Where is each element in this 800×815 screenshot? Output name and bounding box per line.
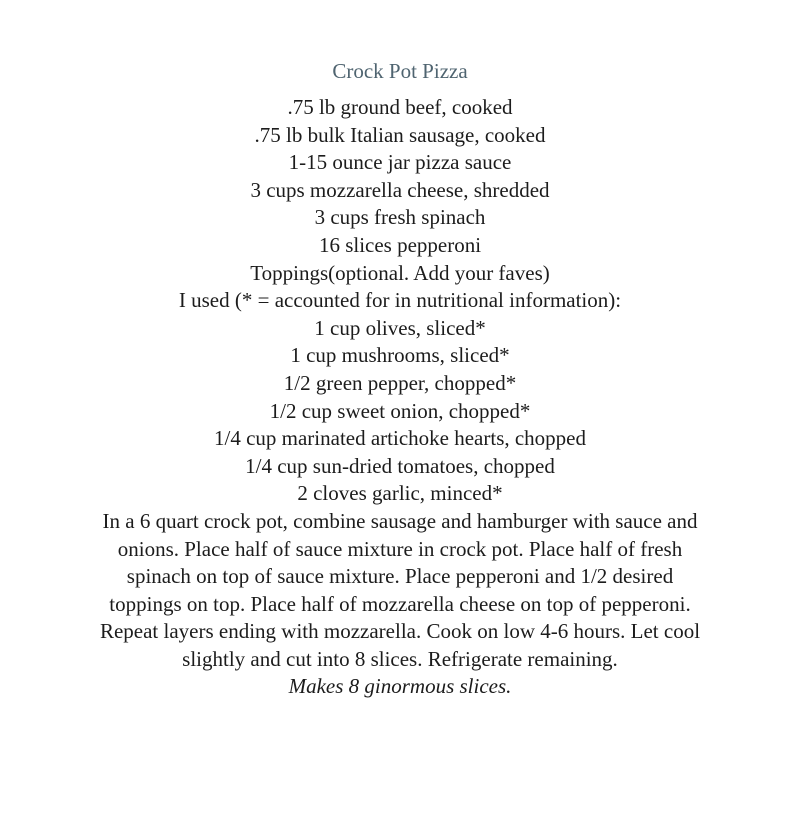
recipe-title: Crock Pot Pizza xyxy=(332,59,468,83)
ingredient-line: .75 lb bulk Italian sausage, cooked xyxy=(254,122,546,147)
topping-line: 1/2 green pepper, chopped* xyxy=(283,370,517,395)
topping-line: 1 cup mushrooms, sliced* xyxy=(290,343,510,368)
ingredient-line: 16 slices pepperoni xyxy=(318,232,482,257)
ingredient-line: 3 cups mozzarella cheese, shredded xyxy=(250,177,550,202)
topping-line: 1/4 cup sun-dried tomatoes, chopped xyxy=(245,453,555,478)
ingredient-line: 3 cups fresh spinach xyxy=(314,205,486,230)
topping-line: 1/2 cup sweet onion, chopped* xyxy=(269,398,531,423)
toppings-heading: Toppings(optional. Add your faves) xyxy=(250,260,550,285)
ingredient-line: 1-15 ounce jar pizza sauce xyxy=(288,150,512,175)
ingredient-list xyxy=(0,94,800,508)
recipe-instructions: In a 6 quart crock pot, combine sausage and hamburger with sauce and onions. Place half of sauce mixture in crock pot. Place half of fresh spinach on top of sauce mixture. Place pepperoni and 1/2 desired toppings on top. Place half of mozzarella cheese on top of pepperoni. Repeat layers ending with mozzarella. Cook on low 4-6 hours. Let cool slightly and cut into 8 slices. Refrigerate remaining. xyxy=(99,508,701,671)
recipe-card xyxy=(0,58,800,701)
topping-line: 2 cloves garlic, minced* xyxy=(297,481,503,506)
toppings-note: I used (* = accounted for in nutritional information): xyxy=(178,288,622,313)
topping-line: 1 cup olives, sliced* xyxy=(314,315,486,340)
recipe-yield: Makes 8 ginormous slices. xyxy=(288,674,512,699)
topping-line: 1/4 cup marinated artichoke hearts, chopped xyxy=(213,426,587,451)
ingredient-line: .75 lb ground beef, cooked xyxy=(287,95,513,119)
